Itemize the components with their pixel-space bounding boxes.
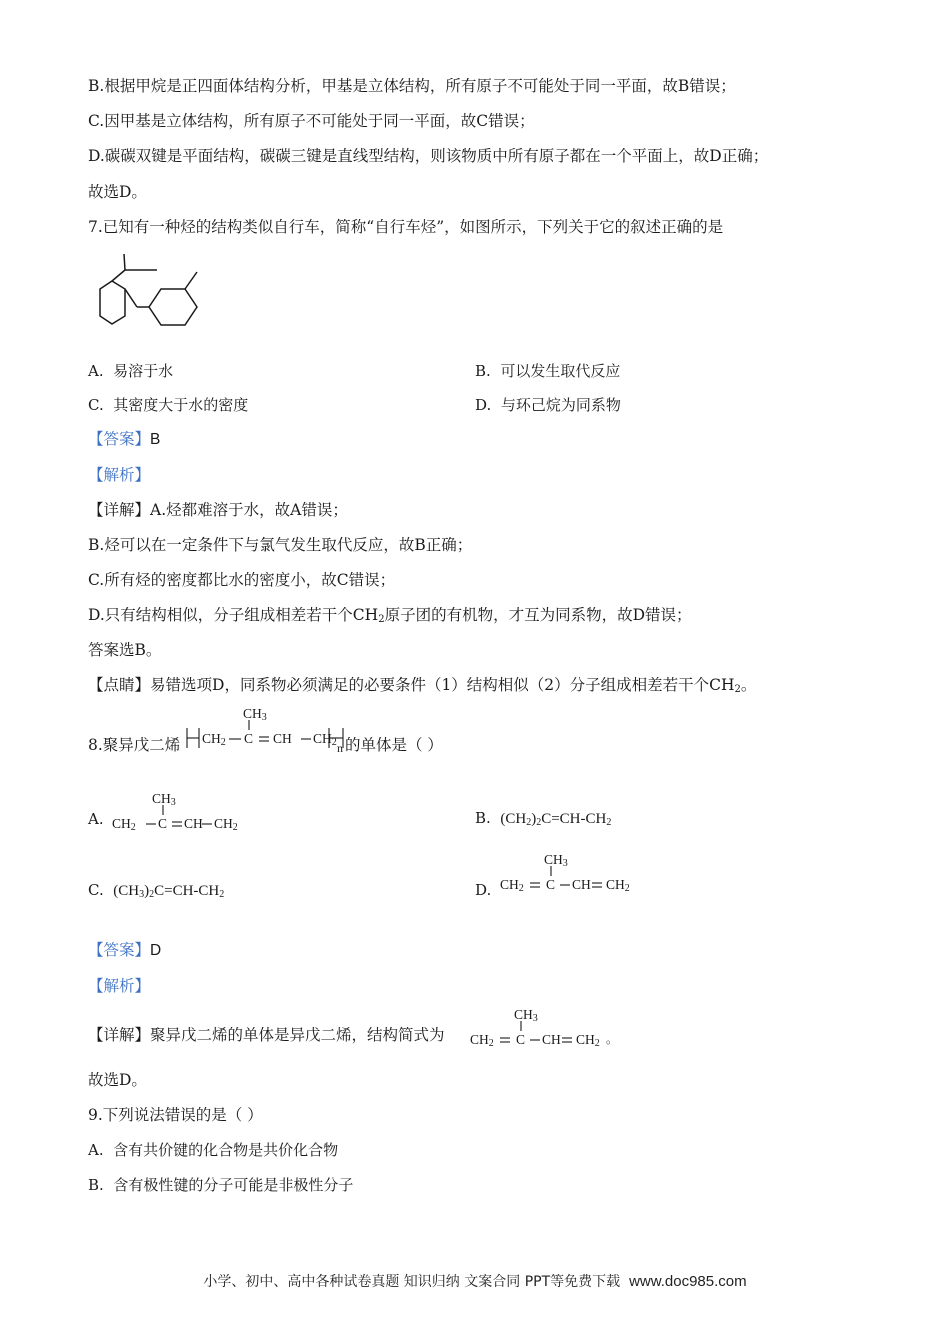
q8-conclusion: 故选D。 [88,1071,147,1089]
q7-option-c[interactable] [88,394,248,416]
q8-stem-post: 的单体是（ ） [345,736,443,754]
c-label: C [546,877,556,892]
text: (CH [113,883,140,899]
text: CH [243,706,262,721]
subscript: 2 [518,883,524,894]
answer-value: D [150,942,162,959]
q9-option-a[interactable] [88,1139,338,1161]
detail-tag: 【详解】 [88,501,151,519]
subscript: 2 [734,684,741,695]
detail-d-text-end: 原子团的有机物，才互为同系物，故D错误； [384,606,692,624]
q7-answer [88,428,160,451]
text: CH [606,877,625,892]
q7-option-text: 其密度大于水的密度 [113,396,249,414]
subscript: 3 [532,1013,538,1024]
q8-option-b[interactable] [475,807,611,830]
text: CH [152,791,171,806]
q8-option-d-letter[interactable]: D. [475,881,492,899]
text: C=CH-CH [541,811,607,827]
text: CH [470,1032,489,1047]
text: CH [112,816,131,831]
prev-explanation-d: D.碳碳双键是平面结构，碳碳三键是直线型结构，则该物质中所有原子都在一个平面上，故D正确； [88,147,769,165]
option-letter: B. [475,809,491,827]
text: (CH [500,811,527,827]
q7-option-letter: A. [88,362,104,380]
analysis-tag: 【解析】 [88,977,151,995]
ch2-label [470,1032,494,1048]
subscript: 2 [232,822,238,833]
q7-tip [88,674,756,696]
answer-value: B [150,431,161,448]
text: CH [576,1032,595,1047]
ch2-label [202,731,226,747]
q9-option-b[interactable] [88,1174,353,1196]
detail-a-text: A.烃都难溶于水，故A错误； [150,501,348,519]
tip-tag: 【点睛】 [88,676,151,694]
subscript: 3 [261,712,267,723]
subscript: 3 [562,858,568,869]
q7-option-text: 可以发生取代反应 [500,362,621,380]
text: ) [531,811,537,827]
subscript: 3 [170,797,176,808]
bicycle-hydrocarbon-structure [85,250,215,330]
ch3-label [243,706,267,722]
ch3-label [152,791,176,807]
tip-text-end: 。 [740,676,757,694]
subscript: 2 [220,737,226,748]
detail-d-text: D.只有结构相似，分子组成相差若干个CH [88,606,379,624]
prev-conclusion: 故选D。 [88,183,147,201]
ch2-label [313,731,337,747]
text: CH [214,816,233,831]
ch-label: CH [572,877,591,892]
q7-option-letter: B. [475,362,491,380]
text: CH [202,731,221,746]
subscript: 2 [594,1038,600,1049]
c-label: C [244,731,254,746]
ch-label: CH [542,1032,561,1047]
ch-label: CH [273,731,292,746]
subscript: 2 [526,817,532,828]
ch2-label [606,877,630,893]
q7-detail-d [88,604,692,626]
q8-detail-formula [470,1006,620,1051]
footer-site-link[interactable]: www.doc985.com [629,1273,747,1290]
ch2-label [214,816,238,832]
subscript: 2 [624,883,630,894]
q8-answer [88,939,161,962]
q7-option-letter: D. [475,396,492,414]
subscript: 2 [331,737,337,748]
option-formula [113,883,224,899]
subscript: 2 [378,614,385,625]
subscript: 3 [139,889,145,900]
q7-detail-b: B.烃可以在一定条件下与氯气发生取代反应，故B正确； [88,536,473,554]
detail-text: 聚异戊二烯的单体是异戊二烯，结构简式为 [150,1026,445,1044]
text: CH [514,1007,533,1022]
analysis-tag: 【解析】 [88,466,151,484]
q7-option-b[interactable] [475,360,620,382]
q7-option-letter: C. [88,396,104,414]
period: 。 [606,1032,619,1046]
answer-tag: 【答案】 [88,430,151,448]
ch2-label [112,816,136,832]
subscript: 2 [149,889,155,900]
q8-option-a-letter[interactable]: A. [88,810,104,828]
q7-detail-a [88,499,348,521]
ch2-label [500,877,524,893]
n-label: n [337,741,343,755]
prev-explanation-c: C.因甲基是立体结构，所有原子不可能处于同一平面，故C错误； [88,112,535,130]
q7-option-text: 易溶于水 [113,362,174,380]
ch3-label [514,1007,538,1023]
option-text: 含有极性键的分子可能是非极性分子 [113,1176,354,1194]
q9-stem: 9.下列说法错误的是（ ） [88,1106,263,1124]
page-footer [0,1271,950,1291]
subscript: 2 [488,1038,494,1049]
subscript: 2 [606,817,612,828]
q8-option-c[interactable] [88,879,224,902]
q7-option-d[interactable] [475,394,621,416]
text: CH [313,731,332,746]
option-formula [500,811,611,827]
q7-option-a[interactable] [88,360,173,382]
c-label: C [158,816,168,831]
option-letter: C. [88,881,104,899]
ch2-label [576,1032,600,1048]
q7-option-text: 与环己烷为同系物 [500,396,621,414]
q8-option-d-formula[interactable] [500,851,645,896]
detail-tag: 【详解】 [88,1026,151,1044]
option-letter: B. [88,1176,104,1194]
ch-label: CH [184,816,203,831]
text: ) [144,883,150,899]
ch3-label [544,852,568,868]
subscript: 2 [219,889,225,900]
text: CH [544,852,563,867]
q8-stem-pre: 8.聚异戊二烯 [88,736,181,754]
q8-analysis-tag [88,975,150,997]
q7-detail-c: C.所有烃的密度都比水的密度小，故C错误； [88,571,396,589]
option-letter: A. [88,1141,104,1159]
footer-text: 小学、初中、高中各种试卷真题 知识归纳 文案合同 PPT等免费下载 [203,1274,621,1290]
tip-text: 易错选项D，同系物必须满足的必要条件（1）结构相似（2）分子组成相差若干个CH [150,676,735,694]
q8-polymer-formula [185,706,345,756]
text: C=CH-CH [154,883,220,899]
answer-tag: 【答案】 [88,941,151,959]
q7-conclusion: 答案选B。 [88,641,162,659]
subscript: 2 [536,817,542,828]
c-label: C [516,1032,526,1047]
option-text: 含有共价键的化合物是共价化合物 [113,1141,339,1159]
q7-analysis-tag [88,464,150,486]
q8-option-a-formula[interactable] [112,790,252,835]
subscript: 2 [130,822,136,833]
q7-stem: 7.已知有一种烃的结构类似自行车，简称“自行车烃”，如图所示，下列关于它的叙述正确的是 [88,218,724,236]
prev-explanation-b: B.根据甲烷是正四面体结构分析，甲基是立体结构，所有原子不可能处于同一平面，故B错误； [88,77,736,95]
text: CH [500,877,519,892]
q8-detail [88,1024,445,1046]
